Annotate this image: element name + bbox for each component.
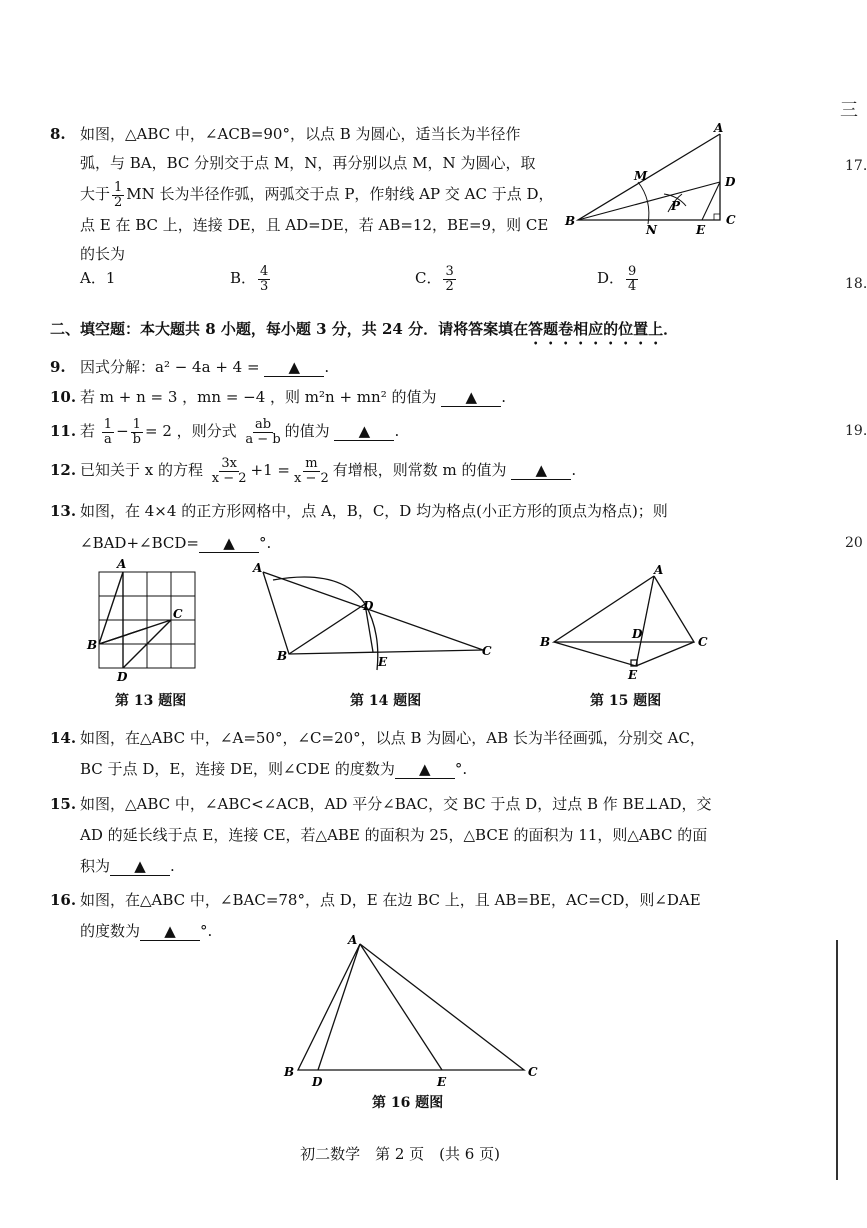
label-d: D <box>363 599 374 613</box>
figure-caption: 第 13 题图 <box>115 693 187 709</box>
denominator: 2 <box>114 194 123 210</box>
section-emphasis: 答题卷相应的位置上 <box>528 320 664 338</box>
denominator: a <box>104 431 112 447</box>
section-heading <box>50 318 678 348</box>
question-text: 若 <box>80 422 96 440</box>
question-text: ∠BAD+∠BCD= <box>80 534 199 552</box>
question-15-line2 <box>80 821 707 849</box>
option-a: A．1 <box>80 269 116 287</box>
question-text: 如图，△ABC 中，∠ABC<∠ACB，AD 平分∠BAC，交 BC 于点 D，过点 B 作 BE⊥AD，交 <box>80 795 712 813</box>
question-14 <box>50 724 705 752</box>
denominator: x − 2 <box>294 470 329 486</box>
numerator: 1 <box>114 179 123 195</box>
label-a: A <box>117 558 127 571</box>
fraction <box>112 181 124 210</box>
numerator: 3 <box>445 263 454 279</box>
numerator: 3x <box>221 455 237 471</box>
question-8-line2 <box>80 149 535 177</box>
label-b: B <box>540 635 551 649</box>
question-text: 若 m + n = 3 ，mn = −4 ，则 m²n + mn² 的值为 <box>80 388 437 406</box>
question-text: 已知关于 x 的方程 <box>80 461 203 479</box>
question-end: . <box>170 857 175 875</box>
figure-caption: 第 15 题图 <box>590 693 662 709</box>
question-8 <box>50 120 521 148</box>
question-8-line4 <box>80 211 548 239</box>
question-text: +1 = <box>250 461 290 479</box>
fraction <box>243 418 282 447</box>
section-end: ． <box>663 320 679 338</box>
question-text: AD 的延长线于点 E，连接 CE，若△ABE 的面积为 25，△BCE 的面积为 11，则△ABC 的面 <box>80 826 708 844</box>
label-b: B <box>277 649 288 663</box>
question-11 <box>50 417 399 447</box>
question-text: 的值为 <box>284 422 330 440</box>
question-10 <box>50 383 506 411</box>
label-a: A <box>714 121 724 135</box>
fraction <box>626 265 638 294</box>
question-16 <box>50 886 701 914</box>
label-c: C <box>173 607 183 621</box>
question-15 <box>50 790 711 818</box>
question-end: °. <box>258 534 272 552</box>
numerator: 1 <box>103 416 113 432</box>
question-text: 如图，在 4×4 的正方形网格中，点 A，B，C，D 均为格点(小正方形的顶点为格点)；则 <box>80 502 668 520</box>
answer-blank[interactable]: ▲ <box>264 358 324 377</box>
figure-q8 <box>560 120 750 240</box>
question-number: 14. <box>50 729 77 747</box>
fraction <box>258 265 270 294</box>
question-13 <box>50 497 668 525</box>
label-b: B <box>565 214 576 228</box>
question-text: 的长为 <box>80 245 126 263</box>
question-number: 12. <box>50 461 77 479</box>
label-a: A <box>348 933 358 947</box>
denominator: 3 <box>260 278 269 294</box>
option-d <box>597 264 640 294</box>
question-number: 13. <box>50 502 77 520</box>
fraction <box>210 457 249 486</box>
figure-14 <box>245 558 505 678</box>
section-text: 二、填空题：本大题共 8 小题，每小题 3 分，共 24 分．请将答案填在 <box>50 320 529 338</box>
denominator: b <box>132 431 141 447</box>
question-text: BC 于点 D，E，连接 DE，则∠CDE 的度数为 <box>80 760 395 778</box>
answer-blank[interactable]: ▲ <box>110 857 170 876</box>
fraction <box>292 457 331 486</box>
label-a: A <box>253 561 263 575</box>
question-9 <box>50 353 329 381</box>
question-text: 如图，△ABC 中，∠ACB=90°，以点 B 为圆心，适当长为半径作 <box>80 125 521 143</box>
label-b: B <box>87 638 98 652</box>
question-number: 16. <box>50 891 77 909</box>
option-label: B． <box>230 269 257 287</box>
denominator: a − b <box>245 431 281 447</box>
figure-caption: 第 14 题图 <box>350 693 422 709</box>
numerator: 9 <box>628 263 637 279</box>
numerator: m <box>305 455 318 471</box>
option-c <box>415 264 458 294</box>
fraction <box>443 265 455 294</box>
question-end: . <box>324 358 330 376</box>
option-label: D． <box>597 269 625 287</box>
question-text: MN 长为半径作弧，两弧交于点 P，作射线 AP 交 AC 于点 D， <box>126 185 554 203</box>
question-12 <box>50 456 576 486</box>
page-footer: 初二数学 第 2 页 (共 6 页) <box>300 1145 500 1163</box>
question-end: °. <box>454 760 468 778</box>
margin-number: 20 <box>845 535 863 551</box>
option-label: C． <box>415 269 442 287</box>
margin-number: 19. <box>845 423 867 439</box>
answer-blank[interactable]: ▲ <box>140 922 200 941</box>
question-text: 有增根，则常数 m 的值为 <box>332 461 507 479</box>
question-13-line2 <box>80 529 271 557</box>
numerator: ab <box>255 416 272 432</box>
question-number: 10. <box>50 388 77 406</box>
answer-blank[interactable]: ▲ <box>441 388 501 407</box>
denominator: 4 <box>628 278 637 294</box>
label-e: E <box>696 223 706 237</box>
label-d: D <box>632 627 643 641</box>
numerator: 1 <box>132 416 141 432</box>
answer-blank[interactable]: ▲ <box>199 534 259 553</box>
operator: − <box>116 422 129 440</box>
numerator: 4 <box>260 263 269 279</box>
question-text: 点 E 在 BC 上，连接 DE，且 AD=DE，若 AB=12，BE=9，则 CE <box>80 216 549 234</box>
question-15-line3 <box>80 852 175 880</box>
answer-blank[interactable]: ▲ <box>334 422 394 441</box>
question-number: 15. <box>50 795 77 813</box>
question-end: . <box>394 422 400 440</box>
question-text: = 2 ，则分式 <box>144 422 237 440</box>
question-16-line2 <box>80 917 212 945</box>
margin-line <box>836 940 838 1180</box>
question-end: . <box>571 461 577 479</box>
question-text: 大于 <box>80 185 111 203</box>
denominator: 2 <box>445 278 454 294</box>
question-text: 因式分解：a² − 4a + 4 = <box>80 358 260 376</box>
margin-char: 三 <box>840 100 858 121</box>
fraction <box>102 418 114 447</box>
question-8-line3 <box>80 180 554 210</box>
question-text: 弧，与 BA，BC 分别交于点 M，N，再分别以点 M，N 为圆心，取 <box>80 154 536 172</box>
question-text: 如图，在△ABC 中，∠BAC=78°，点 D，E 在边 BC 上，且 AB=BE，AC=CD，则∠DAE <box>80 891 701 909</box>
answer-blank[interactable]: ▲ <box>395 760 455 779</box>
label-d: D <box>725 175 736 189</box>
question-number: 9. <box>50 358 66 376</box>
figure-caption: 第 16 题图 <box>372 1095 444 1111</box>
label-c: C <box>726 213 736 227</box>
question-text: 的度数为 <box>80 922 141 940</box>
answer-blank[interactable]: ▲ <box>511 461 571 480</box>
question-end: . <box>501 388 507 406</box>
label-n: N <box>646 223 657 237</box>
label-d: D <box>312 1075 323 1089</box>
question-number: 8. <box>50 125 66 143</box>
option-b <box>230 264 272 294</box>
label-p: P <box>671 199 681 213</box>
question-number: 11. <box>50 422 77 440</box>
question-14-line2 <box>80 755 467 783</box>
label-e: E <box>437 1075 447 1089</box>
label-c: C <box>482 644 492 658</box>
figure-13 <box>85 558 205 683</box>
figure-15 <box>536 562 716 682</box>
label-m: M <box>634 169 648 183</box>
figure-16 <box>280 930 550 1090</box>
margin-number: 17. <box>845 158 867 174</box>
label-e: E <box>378 655 388 669</box>
question-end: °. <box>200 922 213 940</box>
label-c: C <box>528 1065 538 1079</box>
denominator: x − 2 <box>211 470 247 486</box>
margin-number: 18. <box>845 276 867 292</box>
label-c: C <box>698 635 708 649</box>
label-b: B <box>284 1065 295 1079</box>
question-text: 如图，在△ABC 中，∠A=50°，∠C=20°，以点 B 为圆心，AB 长为半径画弧，分别交 AC， <box>80 729 705 747</box>
label-a: A <box>654 563 664 577</box>
fraction <box>131 418 143 447</box>
question-text: 积为 <box>80 857 111 875</box>
label-e: E <box>628 668 638 682</box>
label-d: D <box>117 670 128 683</box>
